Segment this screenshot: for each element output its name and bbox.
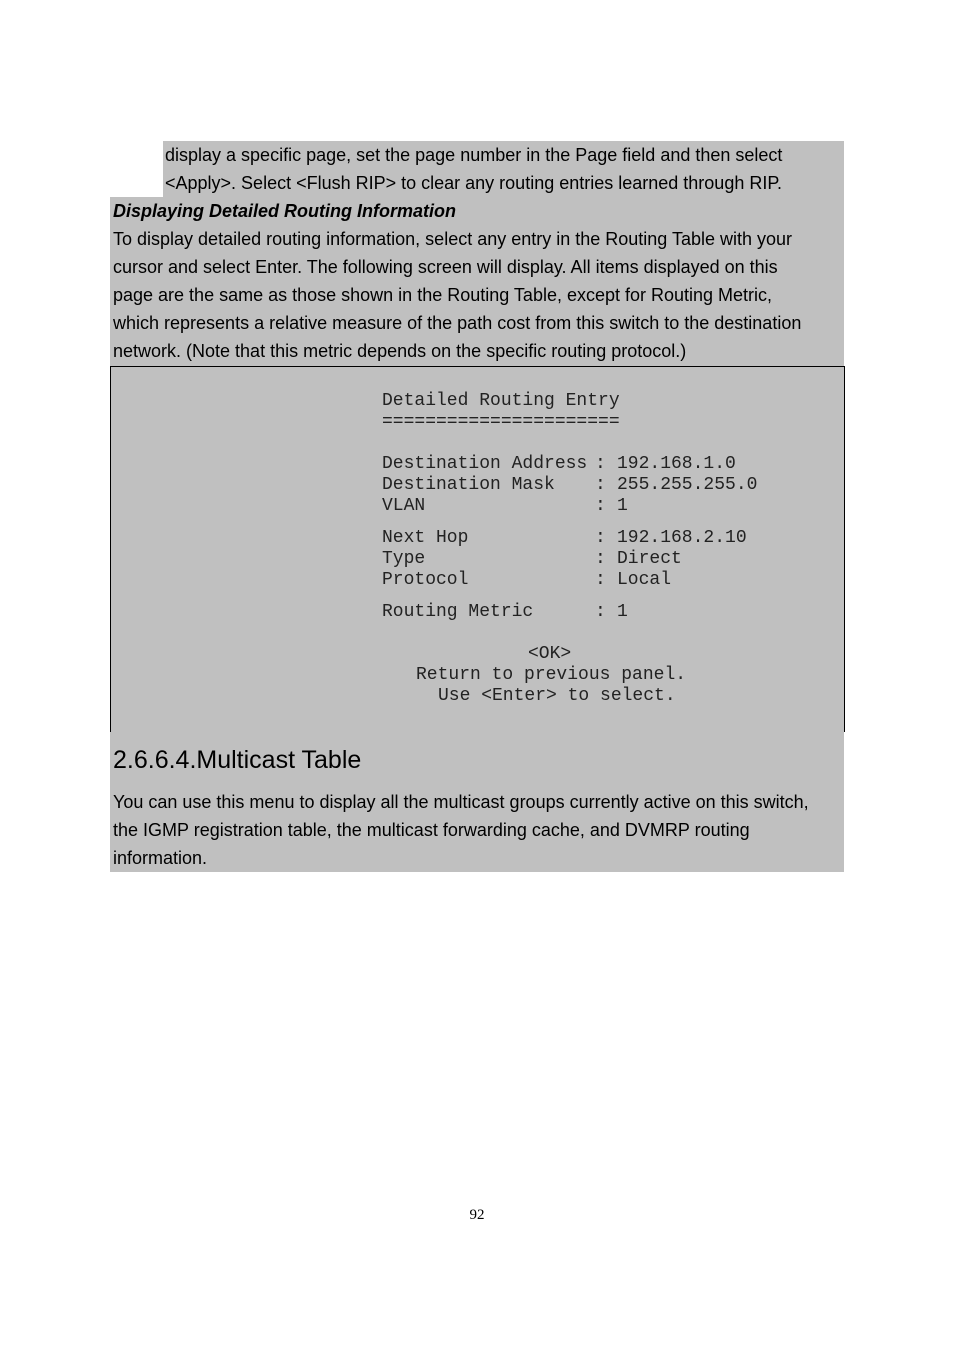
body-line: To display detailed routing information, select any entry in the Routing Table with your — [113, 229, 793, 249]
field-separator: : — [595, 570, 606, 590]
field-value: 192.168.2.10 — [617, 528, 747, 548]
field-label: Next Hop — [382, 528, 469, 548]
field-label: Protocol — [382, 570, 469, 590]
field-label: Destination Mask — [382, 475, 555, 495]
field-value: 255.255.255.0 — [617, 475, 758, 495]
subsection-heading: Displaying Detailed Routing Information — [113, 201, 457, 221]
body-line: network. (Note that this metric depends on the specific routing protocol.) — [113, 341, 687, 361]
field-separator: : — [595, 602, 606, 622]
field-value: Direct — [617, 549, 682, 569]
body-line: cursor and select Enter. The following screen will display. All items displayed on this — [113, 257, 778, 277]
field-label: Type — [382, 549, 426, 569]
field-separator: : — [595, 496, 606, 516]
ok-button[interactable]: <OK> — [528, 644, 572, 664]
section-heading: 2.6.6.4.Multicast Table — [110, 732, 844, 788]
terminal-screen — [110, 366, 845, 732]
enter-hint: Use <Enter> to select. — [438, 686, 676, 706]
field-value: 1 — [617, 496, 628, 516]
terminal-title-underline: ====================== — [382, 412, 620, 432]
field-separator: : — [595, 475, 606, 495]
intro-line: <Apply>. Select <Flush RIP> to clear any routing entries learned through RIP. — [165, 173, 783, 193]
field-value: 192.168.1.0 — [617, 454, 736, 474]
intro-line: display a specific page, set the page number in the Page field and then select — [165, 145, 783, 165]
body-line: the IGMP registration table, the multicast forwarding cache, and DVMRP routing — [113, 820, 750, 840]
field-separator: : — [595, 454, 606, 474]
field-label: VLAN — [382, 496, 426, 516]
multicast-paragraph — [110, 788, 844, 872]
field-label: Routing Metric — [382, 602, 534, 622]
return-hint: Return to previous panel. — [416, 665, 687, 685]
body-line: page are the same as those shown in the Routing Table, except for Routing Metric, — [113, 285, 773, 305]
body-line: You can use this menu to display all the multicast groups currently active on this switch, — [113, 792, 809, 812]
intro-paragraph — [163, 141, 844, 197]
detail-section — [110, 197, 844, 367]
field-value: Local — [617, 570, 672, 590]
body-line: information. — [113, 848, 208, 868]
field-separator: : — [595, 549, 606, 569]
field-value: 1 — [617, 602, 628, 622]
field-separator: : — [595, 528, 606, 548]
body-line: which represents a relative measure of the path cost from this switch to the destination — [113, 313, 802, 333]
terminal-title: Detailed Routing Entry — [382, 391, 620, 411]
field-label: Destination Address — [382, 454, 588, 474]
page-number: 92 — [469, 1207, 485, 1223]
